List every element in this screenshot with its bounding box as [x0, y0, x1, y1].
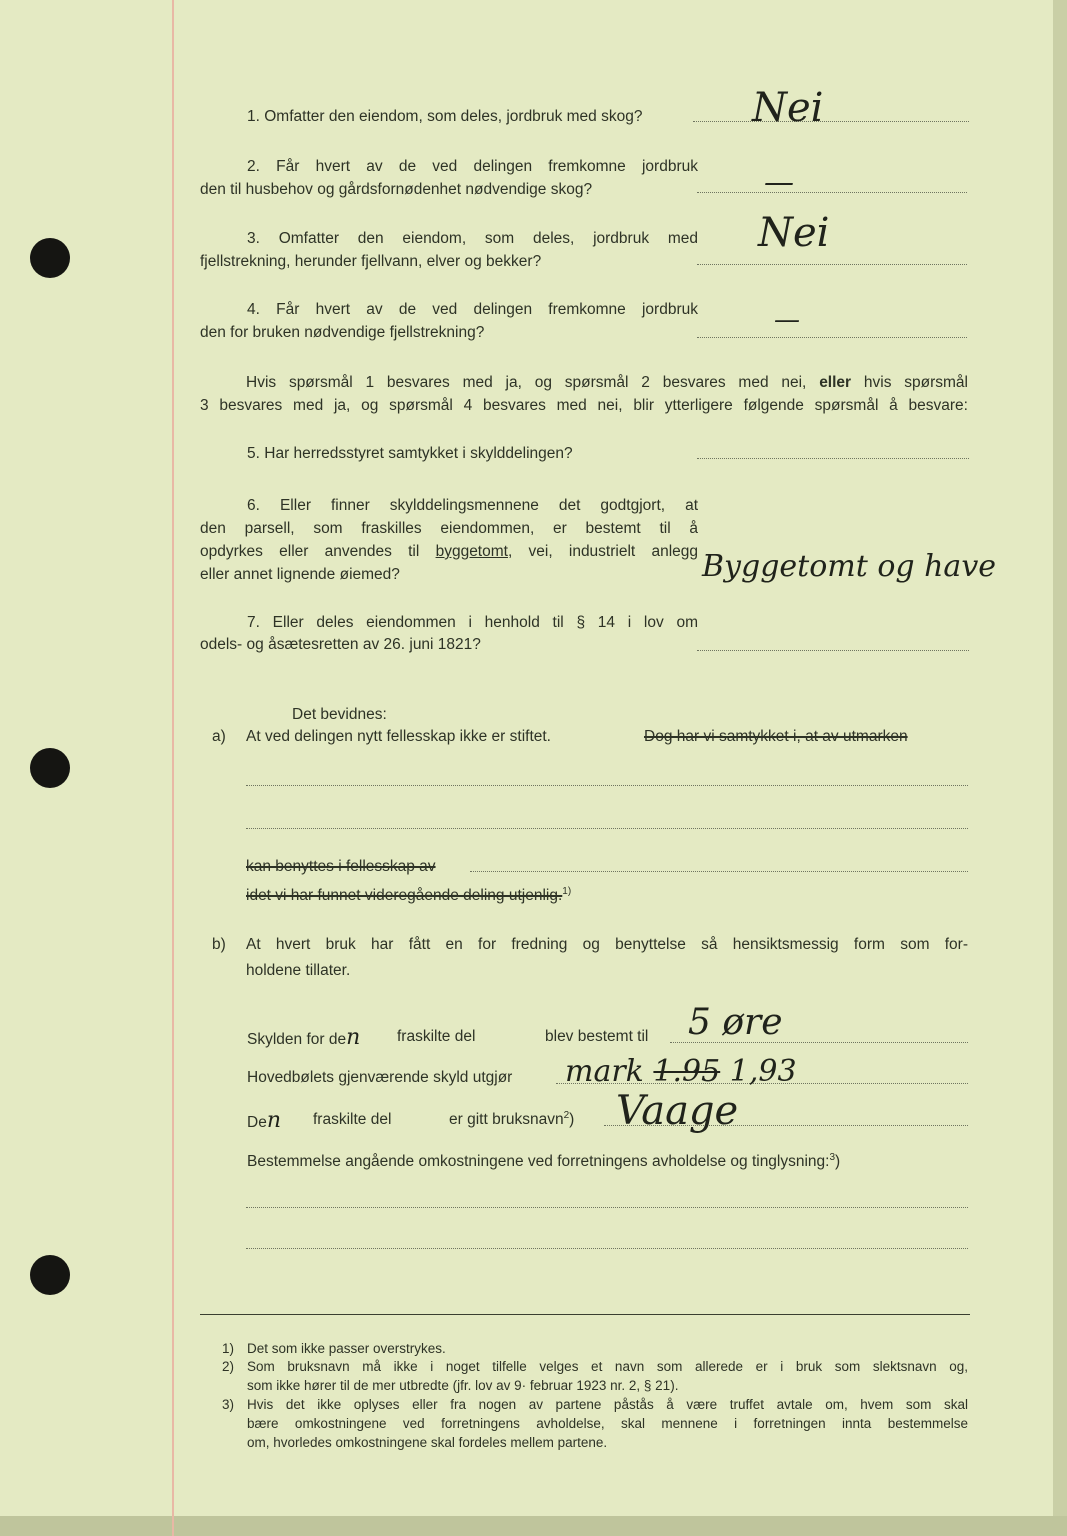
conditional-paragraph: Hvis spørsmål 1 besvares med ja, og spørsmål 2 besvares med nei, eller hvis spørsmål	[246, 374, 968, 391]
page-edge-shadow	[1053, 0, 1067, 1536]
attest-a-text: At ved delingen nytt fellesskap ikke er stiftet.	[246, 728, 551, 745]
skyld-mid: fraskilte del	[397, 1028, 476, 1045]
blank-line	[246, 1207, 968, 1208]
answer-line	[697, 192, 967, 193]
blank-line	[246, 828, 968, 829]
navn-label: Den	[247, 1108, 281, 1133]
footnote-text: bære omkostningene ved forretningens avholdelse, skal mennene i forretningen innta bestemmelse	[247, 1416, 968, 1431]
navn-end: er gitt bruksnavn$^2$)	[449, 1109, 575, 1128]
attest-a-struck-text: Dog har vi samtykket i, at av utmarken	[644, 728, 908, 745]
conditional-paragraph-line2: 3 besvares med ja, og spørsmål 4 besvares med nei, blir ytterligere følgende spørsmål å besvare:	[200, 397, 968, 414]
question-3-line2: fjellstrekning, herunder fjellvann, elver og bekker?	[200, 253, 542, 270]
punch-hole	[30, 238, 70, 278]
punch-hole	[30, 1255, 70, 1295]
answer-handwriting: —	[764, 165, 794, 200]
question-6: 6. Eller finner skylddelingsmennene det godtgjort, at	[247, 497, 699, 514]
question-1	[247, 107, 642, 127]
blank-line	[246, 785, 968, 786]
footnote-text: som ikke hører til de mer utbredte (jfr. lov av 9· februar 1923 nr. 2, § 21).	[247, 1378, 679, 1393]
question-3: 3. Omfatter den eiendom, som deles, jordbruk med	[247, 230, 698, 247]
bestem-label: Bestemmelse angående omkostningene ved forretningens avholdelse og tinglysning:$^3$)	[247, 1151, 841, 1170]
question-6-line3: opdyrkes eller anvendes til byggetomt, vei, industrielt anlegg	[200, 543, 698, 560]
question-7-line2: odels- og åsætesretten av 26. juni 1821?	[200, 636, 481, 653]
attest-intro: Det bevidnes:	[292, 706, 387, 723]
hoved-label: Hovedbølets gjenværende skyld utgjør	[247, 1069, 513, 1086]
answer-line	[697, 458, 969, 459]
question-6-line2: den parsell, som fraskilles eiendommen, er bestemt til å	[200, 520, 698, 537]
attest-b-line2: holdene tillater.	[246, 962, 351, 979]
question-7: 7. Eller deles eiendommen i henhold til § 14 i lov om	[247, 614, 698, 631]
question-5: 5. Har herredsstyret samtykket i skylddelingen?	[247, 445, 573, 462]
attest-a-label: a)	[212, 728, 226, 745]
question-4: 4. Får hvert av de ved delingen fremkomne jordbruk	[247, 301, 698, 318]
blank-line	[246, 1248, 968, 1249]
attest-b-label: b)	[212, 936, 226, 953]
navn-mid: fraskilte del	[313, 1111, 392, 1128]
question-6-line4: eller annet lignende øiemed?	[200, 566, 400, 583]
hoved-answer: mark 1.95 1,93	[565, 1054, 797, 1089]
struck-line-1: kan benyttes i fellesskap av	[246, 858, 436, 875]
skyld-answer: 5 øre	[688, 1002, 783, 1043]
attest-b-line1: At hvert bruk har fått en for fredning og benyttelse så hensiktsmessig form som for-	[246, 936, 968, 953]
answer-handwriting: Byggetomt og have	[702, 549, 997, 584]
footnote-text: om, hvorledes omkostningene skal fordeles mellem partene.	[247, 1435, 608, 1450]
footnote-mark: 3)	[222, 1397, 235, 1412]
answer-line	[693, 121, 969, 122]
skyld-end: blev bestemt til	[545, 1028, 649, 1045]
blank-line	[470, 871, 968, 872]
footnote-mark: 1)	[222, 1341, 235, 1356]
answer-handwriting: Nei	[758, 210, 830, 256]
question-number: 1.	[247, 108, 260, 125]
page-bottom-edge	[0, 1516, 1067, 1536]
question-text: Omfatter den eiendom, som deles, jordbruk med skog?	[264, 108, 643, 125]
footnote-rule	[200, 1314, 970, 1315]
footnote-text: Som bruksnavn må ikke i noget tilfelle velges et navn som allerede er i bruk som slektsnavn og,	[247, 1359, 968, 1374]
question-2-line2: den til husbehov og gårdsfornødenhet nødvendige skog?	[200, 181, 593, 198]
question-4-line2: den for bruken nødvendige fjellstrekning?	[200, 324, 485, 341]
answer-line	[697, 264, 967, 265]
struck-line-2: idet vi har funnet videregående deling utjenlig.$^{1)}$	[246, 885, 572, 904]
footnote-mark: 2)	[222, 1359, 235, 1374]
footnote-text: Hvis det ikke oplyses eller fra nogen av partene påstås å være truffet avtale om, hvem som skal	[247, 1397, 968, 1412]
navn-answer: Vaage	[616, 1088, 739, 1134]
answer-handwriting: Nei	[752, 85, 824, 131]
margin-line	[172, 0, 174, 1536]
punch-hole	[30, 748, 70, 788]
answer-line	[697, 337, 967, 338]
question-2: 2. Får hvert av de ved delingen fremkomne jordbruk	[247, 158, 698, 175]
answer-handwriting: —	[774, 305, 800, 335]
answer-line	[697, 650, 969, 651]
footnote-text: Det som ikke passer overstrykes.	[247, 1341, 446, 1356]
skyld-label: Skylden for den	[247, 1025, 361, 1050]
